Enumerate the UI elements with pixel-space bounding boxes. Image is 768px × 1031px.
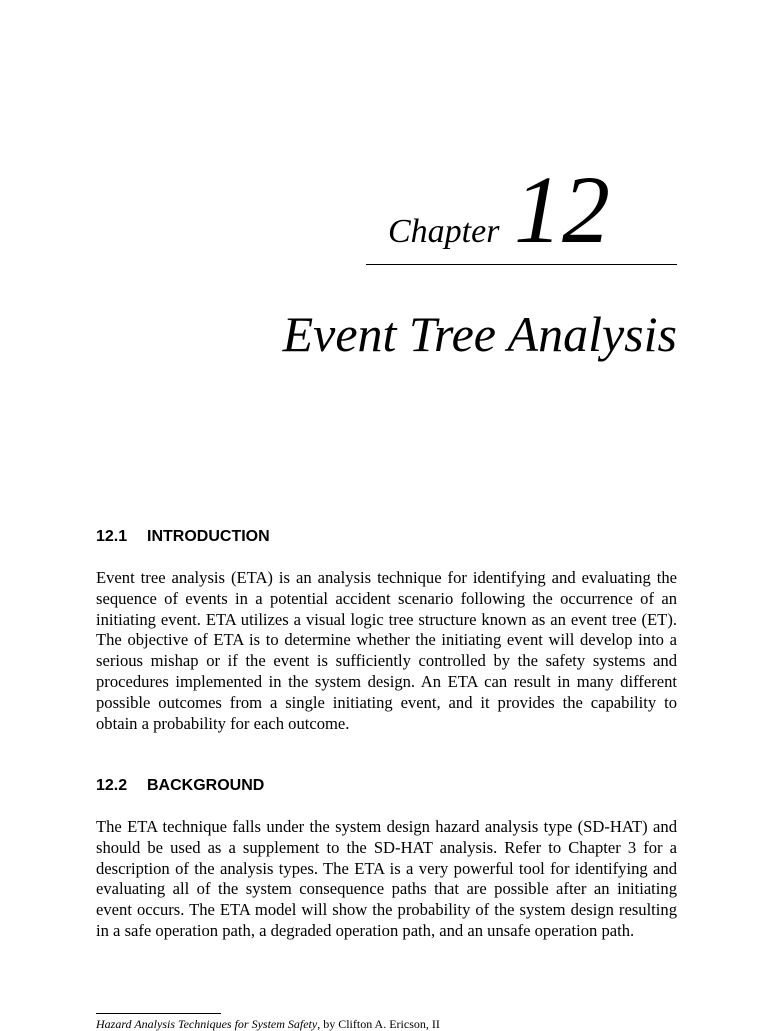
section-title: BACKGROUND xyxy=(147,777,265,794)
footnote-book-title: Hazard Analysis Techniques for System Safety xyxy=(96,1017,318,1031)
section-title: INTRODUCTION xyxy=(147,528,270,545)
section-heading-background xyxy=(96,776,264,796)
footnote-divider xyxy=(96,1013,221,1014)
section-number: 12.1 xyxy=(96,528,128,545)
section-heading-introduction xyxy=(96,527,270,547)
footnote-byline: , by Clifton A. Ericson, II xyxy=(317,1017,440,1031)
chapter-heading xyxy=(366,156,677,265)
chapter-title: Event Tree Analysis xyxy=(282,306,677,362)
chapter-label: Chapter xyxy=(388,213,500,250)
background-paragraph: The ETA technique falls under the system design hazard analysis type (SD-HAT) and should be used as a supplement to the SD-HAT analysis. Refer to Chapter 3 for a description of the analysis types. The ETA is a very powerful tool for identifying and evaluating all of the system consequence paths that are possible after an initiating event occurs. The ETA model will show the probability of the system design resulting in a safe operation path, a degraded operation path, and an unsafe operation path. xyxy=(96,817,677,940)
introduction-paragraph: Event tree analysis (ETA) is an analysis technique for identifying and evaluating the sequence of events in a potential accident scenario following the occurrence of an initiating event. ETA utilizes a visual logic tree structure known as an event tree (ET). The objective of ETA is to determine whether the initiating event will develop into a serious mishap or if the event is sufficiently controlled by the safety systems and procedures implemented in the system design. An ETA can result in many different possible outcomes from a single initiating event, and it provides the capability to obtain a probability for each outcome. xyxy=(96,568,677,733)
section-number: 12.2 xyxy=(96,777,128,794)
chapter-number: 12 xyxy=(514,156,610,263)
footnote xyxy=(96,1017,440,1031)
